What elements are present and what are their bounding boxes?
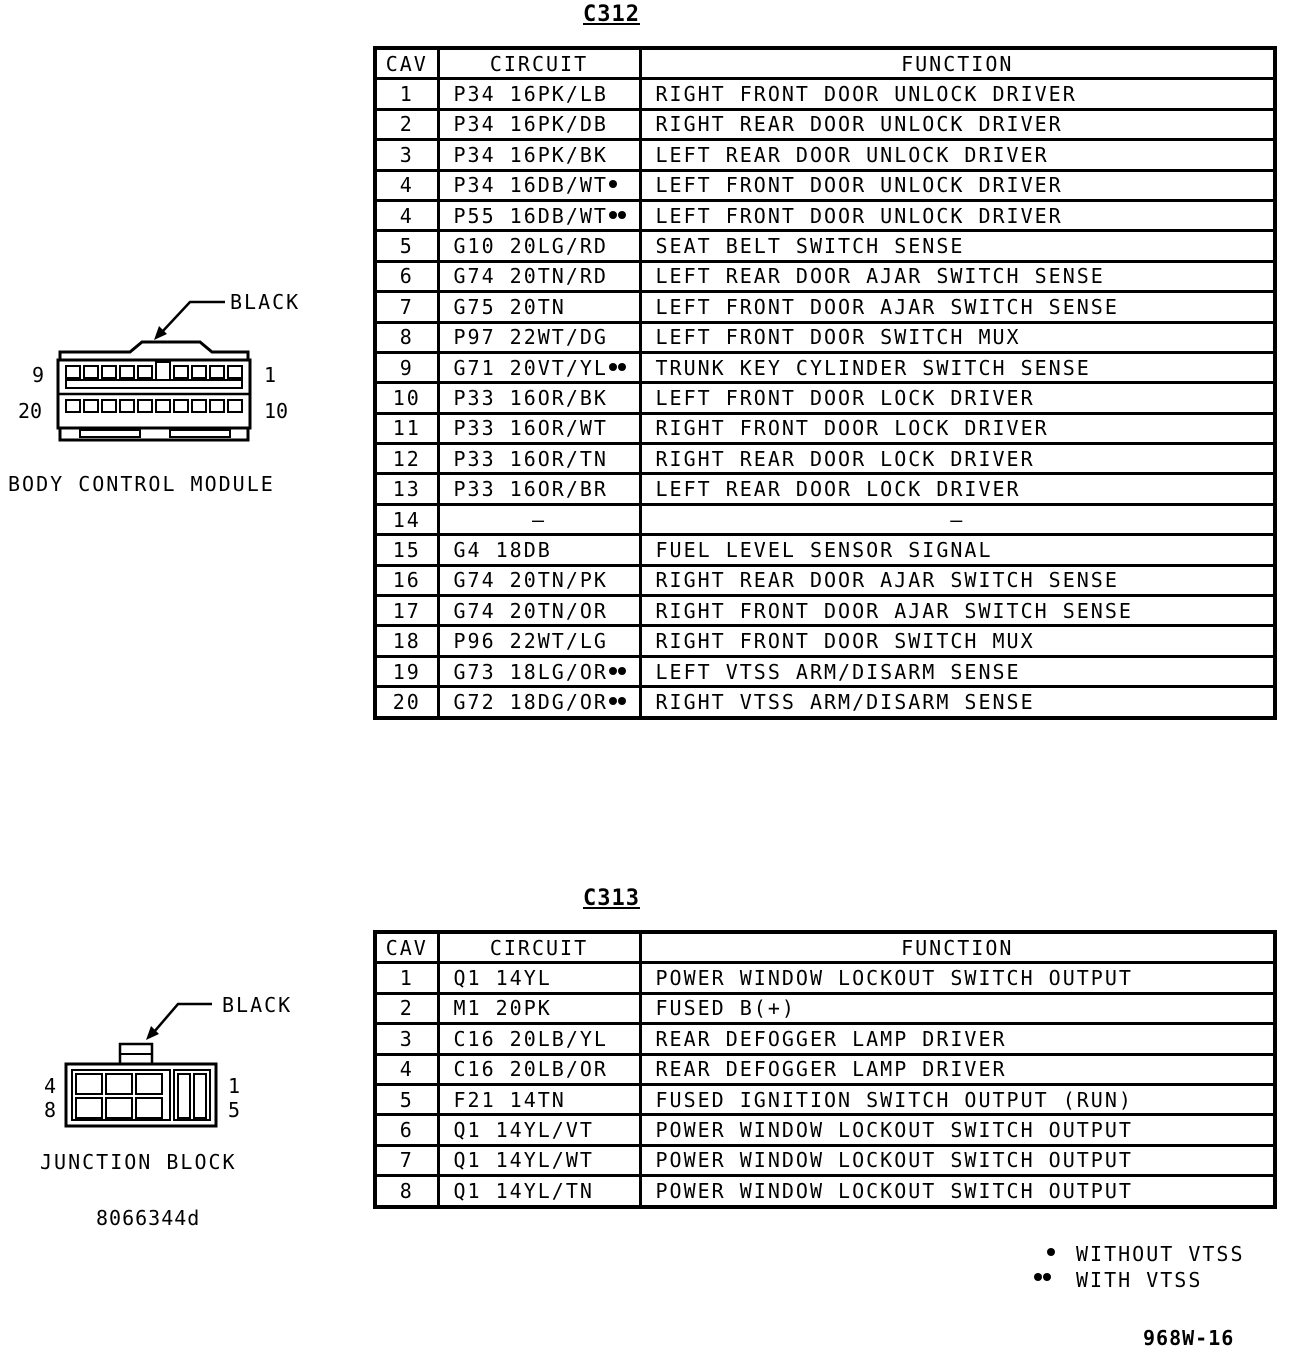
bcm-pin-label-bottom-right: 10: [264, 399, 289, 423]
c313-header-circuit: CIRCUIT: [438, 932, 640, 963]
bcm-pin-label-bottom-left: 20: [18, 399, 43, 423]
circuit-code-cell: [438, 1145, 640, 1175]
table-row: [375, 383, 1275, 413]
circuit-function: RIGHT FRONT DOOR LOCK DRIVER: [640, 413, 1275, 443]
circuit-code-cell: [438, 261, 640, 291]
circuit-code-cell: [438, 1115, 640, 1145]
circuit-code: P33 16OR/BR: [453, 477, 608, 502]
cavity-number: 7: [375, 1145, 438, 1175]
circuit-code-cell: [438, 535, 640, 565]
table-row: [375, 352, 1275, 382]
vtss-dot-icon: [618, 667, 626, 675]
bcm-name-label: BODY CONTROL MODULE: [8, 472, 275, 496]
circuit-function: FUEL LEVEL SENSOR SIGNAL: [640, 535, 1275, 565]
c312-header-circuit: CIRCUIT: [438, 48, 640, 79]
circuit-code-cell: [438, 444, 640, 474]
circuit-code: P33 16OR/WT: [453, 416, 608, 441]
circuit-function: LEFT FRONT DOOR UNLOCK DRIVER: [640, 200, 1275, 230]
vtss-dot-icon: [609, 211, 617, 219]
cavity-number: 4: [375, 200, 438, 230]
table-row: [375, 170, 1275, 200]
jb-pin-label-bottom-right: 5: [228, 1098, 241, 1122]
circuit-code-cell: [438, 565, 640, 595]
vtss-dot-icon: [609, 363, 617, 371]
cavity-number: 12: [375, 444, 438, 474]
cavity-number: 8: [375, 322, 438, 352]
table-row: [375, 474, 1275, 504]
c313-header-row: [375, 932, 1275, 963]
circuit-function: RIGHT FRONT DOOR SWITCH MUX: [640, 626, 1275, 656]
circuit-function: LEFT FRONT DOOR LOCK DRIVER: [640, 383, 1275, 413]
cavity-number: 2: [375, 993, 438, 1023]
c313-header-function: FUNCTION: [640, 932, 1275, 963]
circuit-code-cell: [438, 474, 640, 504]
circuit-function: LEFT REAR DOOR UNLOCK DRIVER: [640, 140, 1275, 170]
cavity-number: 4: [375, 170, 438, 200]
cavity-number: 11: [375, 413, 438, 443]
circuit-code-cell: [438, 963, 640, 993]
table-row: [375, 1176, 1275, 1207]
cavity-number: 17: [375, 596, 438, 626]
cavity-number: 3: [375, 140, 438, 170]
circuit-code: P34 16PK/DB: [453, 112, 608, 137]
vtss-dot-icon: [609, 697, 617, 705]
circuit-function: LEFT REAR DOOR AJAR SWITCH SENSE: [640, 261, 1275, 291]
legend-without-vtss: WITHOUT VTSS: [1076, 1242, 1245, 1266]
circuit-code-cell: [438, 413, 640, 443]
circuit-code: Q1 14YL/TN: [453, 1178, 594, 1203]
circuit-code-cell: [438, 993, 640, 1023]
table-row: [375, 322, 1275, 352]
jb-name-label: JUNCTION BLOCK: [40, 1150, 237, 1174]
circuit-code: G74 20TN/PK: [453, 568, 608, 593]
circuit-code: C16 20LB/YL: [453, 1026, 608, 1051]
table-row: [375, 1024, 1275, 1054]
bcm-pin-label-top-left: 9: [32, 363, 45, 387]
circuit-code-cell: [438, 231, 640, 261]
circuit-code-cell: [438, 383, 640, 413]
circuit-function: LEFT FRONT DOOR UNLOCK DRIVER: [640, 170, 1275, 200]
circuit-code-cell: [438, 109, 640, 139]
table-row: [375, 261, 1275, 291]
c312-title: C312: [583, 2, 640, 27]
vtss-dot-icon: [618, 697, 626, 705]
circuit-code: P33 16OR/BK: [453, 385, 608, 410]
table-row: [375, 626, 1275, 656]
circuit-code: Q1 14YL: [453, 966, 552, 991]
circuit-code: G4 18DB: [453, 537, 552, 562]
circuit-code-cell: [438, 170, 640, 200]
cavity-number: 13: [375, 474, 438, 504]
circuit-code-cell: [438, 1024, 640, 1054]
circuit-function: SEAT BELT SWITCH SENSE: [640, 231, 1275, 261]
circuit-function: LEFT FRONT DOOR AJAR SWITCH SENSE: [640, 292, 1275, 322]
figure-id: 968W-16: [1143, 1326, 1235, 1350]
cavity-number: 14: [375, 504, 438, 534]
circuit-function: REAR DEFOGGER LAMP DRIVER: [640, 1054, 1275, 1084]
circuit-code: –: [531, 507, 547, 532]
circuit-function: –: [640, 504, 1275, 534]
circuit-code: G75 20TN: [453, 294, 566, 319]
circuit-code: P97 22WT/DG: [453, 325, 608, 350]
circuit-code-cell: [438, 687, 640, 718]
cavity-number: 15: [375, 535, 438, 565]
table-row: [375, 140, 1275, 170]
c312-pinout-table: [373, 46, 1277, 720]
table-row: [375, 687, 1275, 718]
jb-pin-label-top-right: 1: [228, 1074, 241, 1098]
table-row: [375, 963, 1275, 993]
circuit-code: C16 20LB/OR: [453, 1057, 608, 1082]
cavity-number: 7: [375, 292, 438, 322]
table-row: [375, 535, 1275, 565]
table-row: [375, 993, 1275, 1023]
table-row: [375, 109, 1275, 139]
cavity-number: 3: [375, 1024, 438, 1054]
bcm-pin-label-top-right: 1: [264, 363, 277, 387]
circuit-code-cell: [438, 1054, 640, 1084]
circuit-function: LEFT FRONT DOOR SWITCH MUX: [640, 322, 1275, 352]
circuit-code-cell: [438, 1176, 640, 1207]
cavity-number: 6: [375, 1115, 438, 1145]
table-row: [375, 444, 1275, 474]
bcm-connector-drawing: [50, 290, 260, 460]
circuit-code-cell: [438, 79, 640, 109]
circuit-code: G74 20TN/OR: [453, 598, 608, 623]
circuit-code: P55 16DB/WT: [453, 203, 608, 228]
c312-header-function: FUNCTION: [640, 48, 1275, 79]
circuit-function: FUSED IGNITION SWITCH OUTPUT (RUN): [640, 1084, 1275, 1114]
circuit-function: LEFT VTSS ARM/DISARM SENSE: [640, 656, 1275, 686]
circuit-code: Q1 14YL/VT: [453, 1118, 594, 1143]
table-row: [375, 231, 1275, 261]
legend-single-dot-marker: [1046, 1245, 1055, 1264]
circuit-code: F21 14TN: [453, 1087, 566, 1112]
table-row: [375, 292, 1275, 322]
circuit-function: RIGHT REAR DOOR LOCK DRIVER: [640, 444, 1275, 474]
circuit-code-cell: [438, 292, 640, 322]
circuit-code: P34 16PK/BK: [453, 142, 608, 167]
circuit-function: RIGHT FRONT DOOR UNLOCK DRIVER: [640, 79, 1275, 109]
circuit-function: POWER WINDOW LOCKOUT SWITCH OUTPUT: [640, 1115, 1275, 1145]
table-row: [375, 1084, 1275, 1114]
table-row: [375, 504, 1275, 534]
circuit-function: RIGHT REAR DOOR UNLOCK DRIVER: [640, 109, 1275, 139]
jb-connector-drawing: [60, 990, 230, 1130]
cavity-number: 16: [375, 565, 438, 595]
circuit-code: P33 16OR/TN: [453, 446, 608, 471]
cavity-number: 1: [375, 963, 438, 993]
circuit-function: LEFT REAR DOOR LOCK DRIVER: [640, 474, 1275, 504]
cavity-number: 2: [375, 109, 438, 139]
circuit-function: RIGHT REAR DOOR AJAR SWITCH SENSE: [640, 565, 1275, 595]
bcm-color-label: BLACK: [230, 290, 301, 314]
table-row: [375, 656, 1275, 686]
cavity-number: 20: [375, 687, 438, 718]
cavity-number: 6: [375, 261, 438, 291]
circuit-code: G73 18LG/OR: [453, 659, 608, 684]
table-row: [375, 596, 1275, 626]
circuit-function: TRUNK KEY CYLINDER SWITCH SENSE: [640, 352, 1275, 382]
circuit-code: M1 20PK: [453, 996, 552, 1021]
legend-with-vtss: WITH VTSS: [1076, 1268, 1203, 1292]
circuit-code-cell: [438, 200, 640, 230]
circuit-function: POWER WINDOW LOCKOUT SWITCH OUTPUT: [640, 1176, 1275, 1207]
vtss-dot-icon: [618, 363, 626, 371]
cavity-number: 5: [375, 231, 438, 261]
circuit-function: POWER WINDOW LOCKOUT SWITCH OUTPUT: [640, 1145, 1275, 1175]
cavity-number: 5: [375, 1084, 438, 1114]
circuit-function: POWER WINDOW LOCKOUT SWITCH OUTPUT: [640, 963, 1275, 993]
jb-part-number: 8066344d: [96, 1206, 201, 1230]
circuit-code-cell: [438, 1084, 640, 1114]
circuit-function: REAR DEFOGGER LAMP DRIVER: [640, 1024, 1275, 1054]
circuit-code-cell: [438, 596, 640, 626]
circuit-code-cell: [438, 626, 640, 656]
table-row: [375, 200, 1275, 230]
cavity-number: 1: [375, 79, 438, 109]
table-row: [375, 1054, 1275, 1084]
cavity-number: 19: [375, 656, 438, 686]
circuit-code: G74 20TN/RD: [453, 264, 608, 289]
jb-pin-label-bottom-left: 8: [44, 1098, 57, 1122]
circuit-function: FUSED B(+): [640, 993, 1275, 1023]
circuit-function: RIGHT FRONT DOOR AJAR SWITCH SENSE: [640, 596, 1275, 626]
circuit-code: G71 20VT/YL: [453, 355, 608, 380]
cavity-number: 9: [375, 352, 438, 382]
cavity-number: 8: [375, 1176, 438, 1207]
circuit-code-cell: [438, 504, 640, 534]
c313-title: C313: [583, 886, 640, 911]
table-row: [375, 1115, 1275, 1145]
circuit-code-cell: [438, 140, 640, 170]
vtss-dot-icon: [618, 211, 626, 219]
cavity-number: 4: [375, 1054, 438, 1084]
c313-header-cav: CAV: [375, 932, 438, 963]
circuit-code-cell: [438, 352, 640, 382]
circuit-code: G10 20LG/RD: [453, 234, 608, 259]
vtss-dot-icon: [609, 667, 617, 675]
circuit-code-cell: [438, 656, 640, 686]
cavity-number: 10: [375, 383, 438, 413]
circuit-code: G72 18DG/OR: [453, 689, 608, 714]
c312-header-cav: CAV: [375, 48, 438, 79]
cavity-number: 18: [375, 626, 438, 656]
vtss-dot-icon: [609, 180, 617, 188]
table-row: [375, 413, 1275, 443]
circuit-code-cell: [438, 322, 640, 352]
circuit-code: P96 22WT/LG: [453, 629, 608, 654]
c313-pinout-table: [373, 930, 1277, 1209]
jb-color-label: BLACK: [222, 993, 293, 1017]
circuit-function: RIGHT VTSS ARM/DISARM SENSE: [640, 687, 1275, 718]
circuit-code: Q1 14YL/WT: [453, 1148, 594, 1173]
legend-double-dot-marker: [1033, 1270, 1051, 1289]
c312-header-row: [375, 48, 1275, 79]
table-row: [375, 79, 1275, 109]
circuit-code: P34 16PK/LB: [453, 82, 608, 107]
table-row: [375, 565, 1275, 595]
table-row: [375, 1145, 1275, 1175]
circuit-code: P34 16DB/WT: [453, 173, 608, 198]
jb-pin-label-top-left: 4: [44, 1074, 57, 1098]
